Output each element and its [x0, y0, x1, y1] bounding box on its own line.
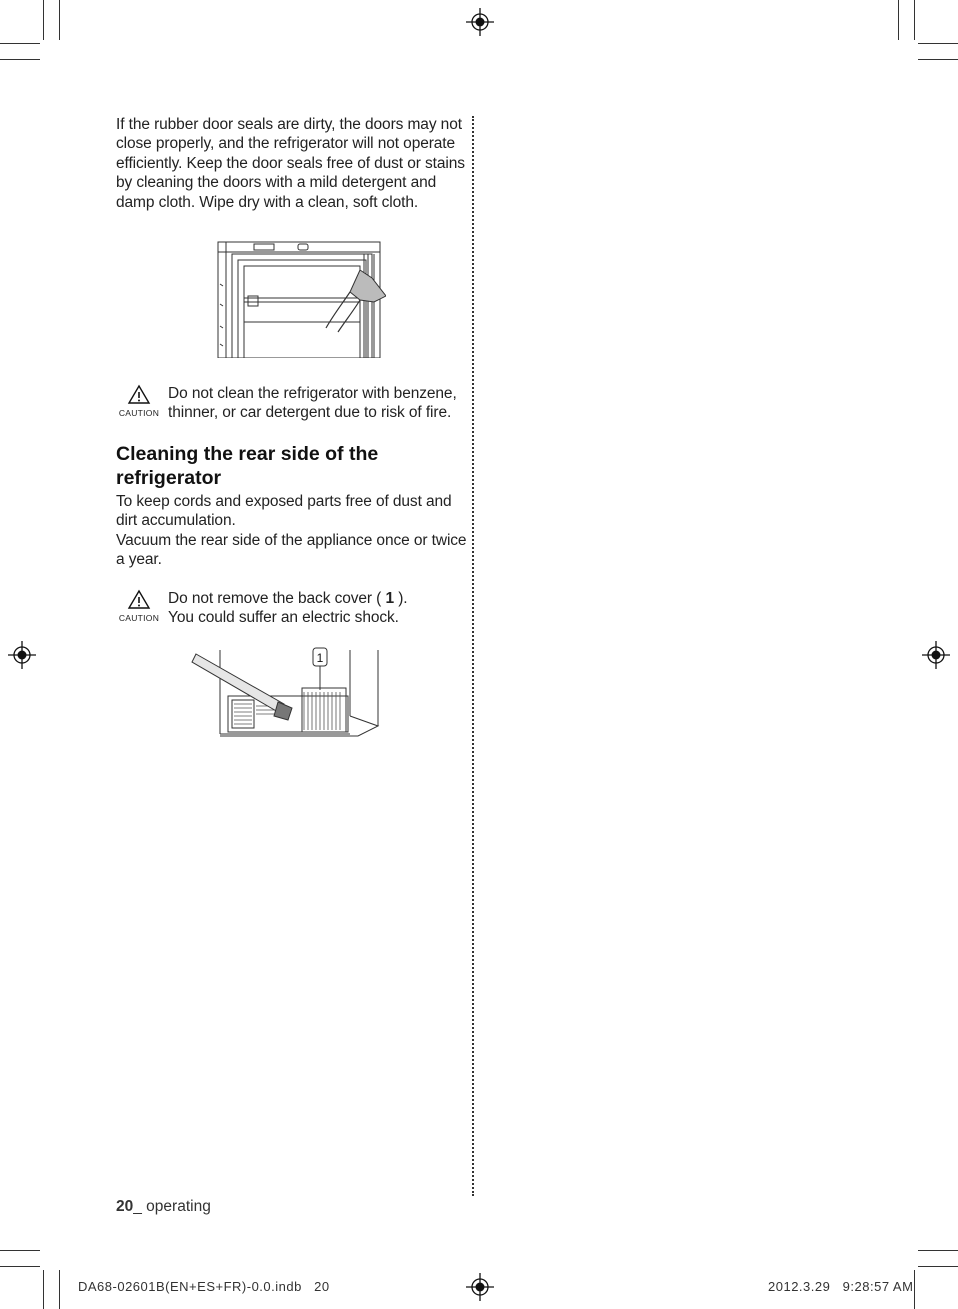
crop-mark: [43, 1270, 44, 1309]
footer-separator: _: [133, 1198, 142, 1215]
rear-vacuum-illustration: [190, 646, 386, 740]
crop-mark: [0, 1266, 40, 1267]
crop-mark: [59, 0, 60, 40]
caution-triangle-icon: [116, 384, 164, 420]
crop-mark: [918, 43, 958, 44]
crop-mark: [914, 0, 915, 40]
registration-mark-icon: [8, 641, 36, 669]
crop-mark: [918, 1266, 958, 1267]
print-slug-file: DA68-02601B(EN+ES+FR)-0.0.indb 20: [78, 1279, 330, 1294]
caution-label: CAUTION: [118, 408, 160, 418]
page-number: 20: [116, 1198, 134, 1215]
print-slug-timestamp: 2012.3.29 9:28:57 AM: [768, 1279, 914, 1294]
footer-section: operating: [141, 1198, 211, 1215]
crop-mark: [914, 1270, 915, 1309]
registration-mark-icon: [922, 641, 950, 669]
registration-mark-icon: [466, 8, 494, 36]
crop-mark: [59, 1270, 60, 1309]
crop-mark: [43, 0, 44, 40]
page-footer: [116, 1198, 211, 1216]
column-divider: [472, 116, 474, 1196]
section-heading: Cleaning the rear side of the refrigerator: [116, 443, 379, 489]
caution-text: Do not clean the refrigerator with benzene, thinner, or car detergent due to risk of fire.: [168, 385, 457, 422]
crop-mark: [898, 0, 899, 40]
intro-paragraph: If the rubber door seals are dirty, the doors may not close properly, and the refrigerator will not operate efficiently. Keep the door seals free of dust or stains by cleaning the doors with a mild detergent and damp cloth. Wipe dry with a clean, soft cloth.: [116, 116, 465, 211]
crop-mark: [918, 1250, 958, 1251]
rear-paragraph-1: To keep cords and exposed parts free of dust and dirt accumulation.: [116, 493, 452, 530]
door-seal-cleaning-illustration: [214, 240, 386, 358]
caution-triangle-icon: [116, 589, 164, 625]
caution-note-fire: [116, 384, 468, 424]
caution-text-start: Do not remove the back cover (: [168, 590, 386, 607]
rear-paragraph-2: Vacuum the rear side of the appliance once or twice a year.: [116, 532, 467, 569]
caution-text-end: ).: [393, 590, 408, 607]
crop-mark: [918, 59, 958, 60]
callout-number: 1: [316, 651, 324, 665]
registration-mark-icon: [466, 1273, 494, 1301]
caution-note-back-cover: [116, 589, 468, 629]
caution-text: [168, 589, 468, 628]
caution-reference-number: 1: [385, 590, 394, 607]
crop-mark: [0, 59, 40, 60]
caution-label: CAUTION: [118, 613, 160, 623]
crop-mark: [0, 43, 40, 44]
caution-text-line-2: You could suffer an electric shock.: [168, 609, 399, 627]
crop-mark: [0, 1250, 40, 1251]
